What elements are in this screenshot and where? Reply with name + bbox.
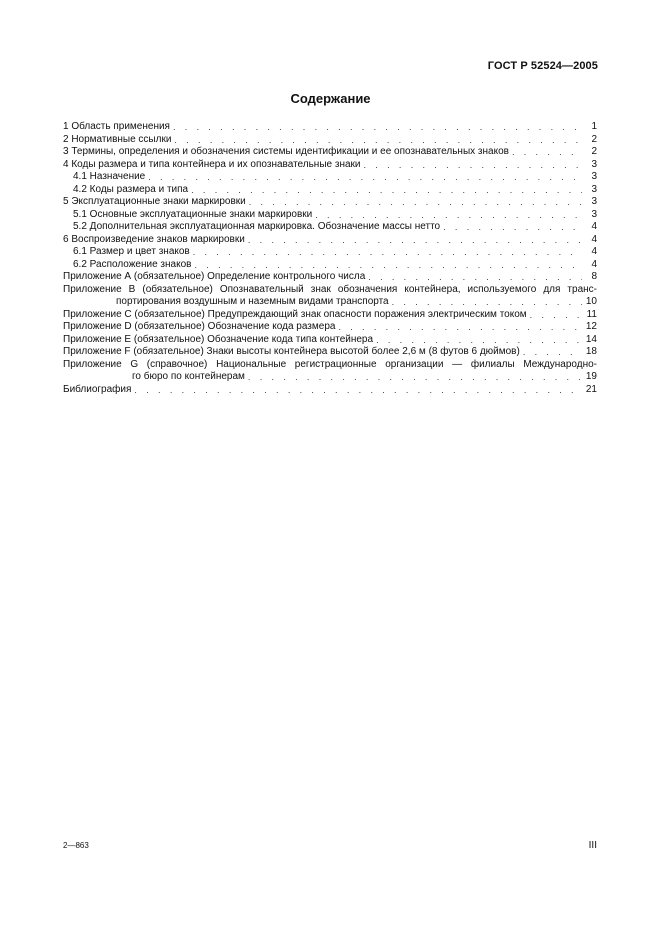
toc-title: Содержание xyxy=(290,91,371,106)
toc-entry-operational-marks[interactable] xyxy=(63,196,597,209)
toc-entry-label: 4.2 Коды размера и типа xyxy=(73,183,189,195)
toc-entry-page: 4 xyxy=(591,246,597,257)
toc-entry-label: 6 Воспроизведение знаков маркировки xyxy=(63,233,245,245)
leader-dots xyxy=(364,159,583,172)
leader-dots xyxy=(148,171,582,184)
toc-entry-label: портирования воздушным и наземным видами транспорта xyxy=(116,296,389,307)
toc-entry-page: 4 xyxy=(591,258,597,270)
toc-entry-page: 3 xyxy=(591,183,597,195)
toc-entry-page: 3 xyxy=(591,196,597,207)
toc-entry-page: 2 xyxy=(591,133,597,145)
leader-dots xyxy=(512,146,582,159)
leader-dots xyxy=(173,121,582,134)
leader-dots xyxy=(376,334,582,347)
toc-entry-placement[interactable] xyxy=(63,259,597,272)
toc-entry-label: 6.1 Размер и цвет знаков xyxy=(73,246,190,257)
toc-entry-page: 4 xyxy=(591,233,597,245)
toc-entry-additional-marking[interactable] xyxy=(63,221,597,234)
toc-entry-scope[interactable] xyxy=(63,121,597,134)
toc-entry-size-type-codes-sub[interactable] xyxy=(63,184,597,197)
toc-entry-page: 14 xyxy=(585,333,597,345)
document-code: ГОСТ Р 52524—2005 xyxy=(487,60,598,72)
toc-entry-page: 3 xyxy=(591,208,597,220)
toc-entry-page: 8 xyxy=(591,271,597,282)
leader-dots xyxy=(392,296,582,309)
toc-entry-label: 1 Область применения xyxy=(63,121,170,132)
toc-entry-page: 21 xyxy=(585,383,597,395)
toc-entry-label: 4.1 Назначение xyxy=(73,171,146,182)
toc-entry-label: Приложение С (обязательное) Предупреждающий знак опасности поражения электрическим током xyxy=(63,308,527,320)
toc-entry-page: 12 xyxy=(585,321,597,332)
toc-entry-label: 5 Эксплуатационные знаки маркировки xyxy=(63,196,246,207)
toc-entry-label: 4 Коды размера и типа контейнера и их опознавательные знаки xyxy=(63,158,361,170)
toc-entry-page: 11 xyxy=(586,308,597,320)
page-number: III xyxy=(588,840,597,851)
toc-entry-label: Приложение D (обязательное) Обозначение кода размера xyxy=(63,321,336,332)
leader-dots xyxy=(338,321,582,334)
leader-dots xyxy=(191,184,582,197)
toc-entry-page: 3 xyxy=(591,158,597,170)
toc-entry-normative-references[interactable] xyxy=(63,134,597,147)
toc-entry-label: Приложение F (обязательное) Знаки высоты контейнера высотой более 2,6 м (8 футов 6 дюймов) xyxy=(63,346,520,357)
toc-entry-appendix-c[interactable] xyxy=(63,309,597,322)
toc-entry-label: Приложение G (справочное) Национальные регистрационные организации — филиалы Международно- xyxy=(63,358,597,370)
leader-dots xyxy=(134,384,582,397)
toc-entry-page: 2 xyxy=(591,146,597,157)
toc-entry-label: Приложение E (обязательное) Обозначение кода типа контейнера xyxy=(63,333,374,345)
leader-dots xyxy=(368,271,582,284)
toc-entry-purpose[interactable] xyxy=(63,171,597,184)
toc-entry-appendix-d[interactable] xyxy=(63,321,597,334)
toc-entry-terms-definitions[interactable] xyxy=(63,146,597,159)
toc-entry-appendix-a[interactable] xyxy=(63,271,597,284)
toc-entry-label: 5.2 Дополнительная эксплуатационная маркировка. Обозначение массы нетто xyxy=(73,221,441,232)
print-code: 2—863 xyxy=(63,841,89,850)
leader-dots xyxy=(443,221,582,234)
toc-entry-label: 3 Термины, определения и обозначения системы идентификации и ее опознавательных знаков xyxy=(63,146,509,157)
toc-entry-appendix-e[interactable] xyxy=(63,334,597,347)
leader-dots xyxy=(194,259,582,272)
toc-entry-size-color[interactable] xyxy=(63,246,597,259)
toc-entry-reproduction[interactable] xyxy=(63,234,597,247)
toc-entry-appendix-b-continued[interactable] xyxy=(63,296,597,309)
toc-entry-page: 1 xyxy=(591,121,597,132)
leader-dots xyxy=(248,234,582,247)
toc-entry-basic-operational-marks[interactable] xyxy=(63,209,597,222)
toc-entry-page: 10 xyxy=(585,296,597,307)
leader-dots xyxy=(193,246,582,259)
toc-entry-appendix-f[interactable] xyxy=(63,346,597,359)
toc-entry-page: 3 xyxy=(591,171,597,182)
toc-entry-page: 4 xyxy=(591,221,597,232)
toc-entry-label: 5.1 Основные эксплуатационные знаки маркировки xyxy=(73,208,313,220)
toc-entry-page: 18 xyxy=(585,346,597,357)
leader-dots xyxy=(530,309,582,322)
leader-dots xyxy=(249,196,582,209)
toc-entry-bibliography[interactable] xyxy=(63,384,597,397)
toc-entry-label: 6.2 Расположение знаков xyxy=(73,258,192,270)
toc-entry-size-type-codes[interactable] xyxy=(63,159,597,172)
leader-dots xyxy=(174,134,582,147)
toc-entry-appendix-g-continued[interactable] xyxy=(63,371,597,384)
toc-entry-page: 19 xyxy=(585,371,597,382)
leader-dots xyxy=(315,209,582,222)
toc-entry-label: Библиография xyxy=(63,383,132,395)
leader-dots xyxy=(248,371,582,384)
leader-dots xyxy=(523,346,582,359)
toc-entry-label: 2 Нормативные ссылки xyxy=(63,133,172,145)
table-of-contents xyxy=(63,121,597,396)
toc-entry-appendix-g[interactable] xyxy=(63,359,597,372)
toc-entry-label: го бюро по контейнерам xyxy=(132,371,245,382)
toc-entry-label: Приложение В (обязательное) Опознавательный знак обозначения контейнера, используемого для транс- xyxy=(63,283,597,295)
toc-entry-appendix-b[interactable] xyxy=(63,284,597,297)
toc-entry-label: Приложение А (обязательное) Определение контрольного числа xyxy=(63,271,366,282)
